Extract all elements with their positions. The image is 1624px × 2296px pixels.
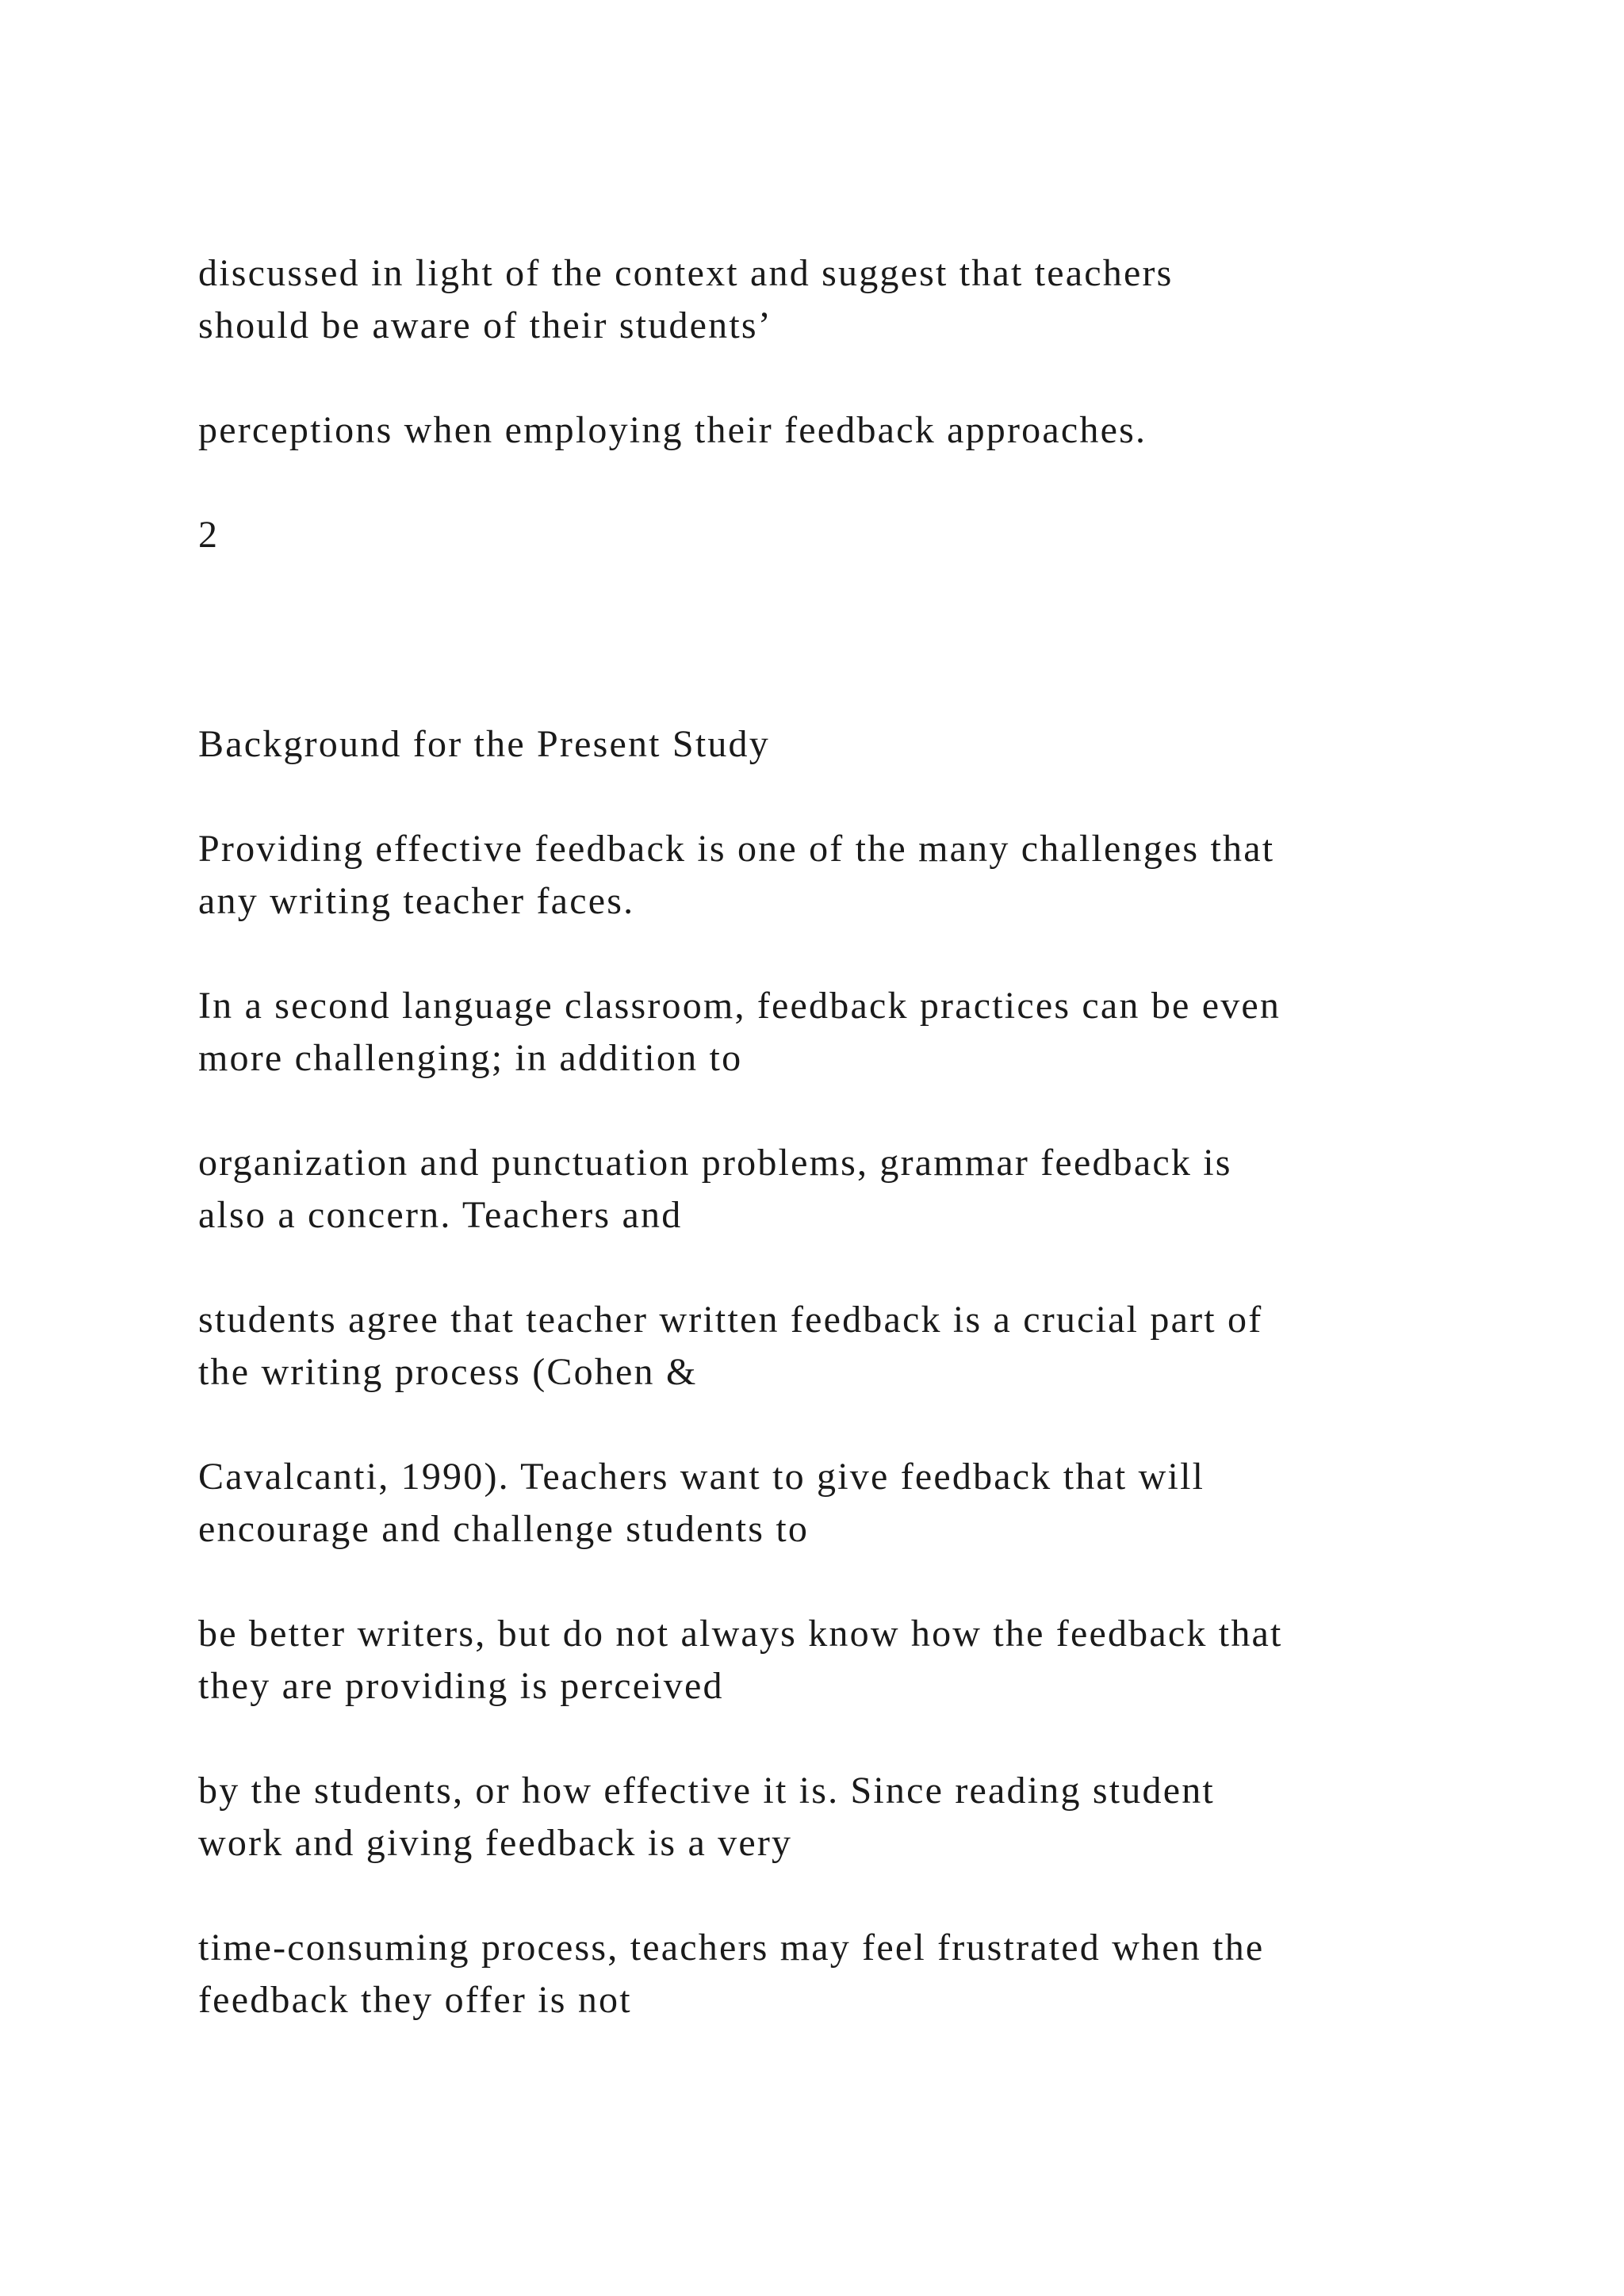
paragraph: by the students, or how effective it is. Since reading student work and giving feedback is a very: [198, 1770, 1215, 1864]
paragraph: time-consuming process, teachers may feel frustrated when the feedback they offer is not: [198, 1927, 1265, 2021]
paragraph: Cavalcanti, 1990). Teachers want to give feedback that will encourage and challenge students to: [198, 1456, 1205, 1550]
paragraph: be better writers, but do not always know how the feedback that they are providing is perceived: [198, 1613, 1283, 1707]
paragraph: discussed in light of the context and suggest that teachers should be aware of their students’: [198, 252, 1174, 346]
paragraph: students agree that teacher written feedback is a crucial part of the writing process (Cohen &: [198, 1299, 1263, 1393]
paragraph: Providing effective feedback is one of the many challenges that any writing teacher faces.: [198, 828, 1275, 922]
document-body: [198, 247, 1467, 2079]
paragraph: perceptions when employing their feedback approaches.: [198, 409, 1147, 451]
paragraph: In a second language classroom, feedback practices can be even more challenging; in addition to: [198, 985, 1281, 1079]
page-number: 2: [198, 514, 220, 556]
section-heading: Background for the Present Study: [198, 723, 770, 765]
paragraph: organization and punctuation problems, grammar feedback is also a concern. Teachers and: [198, 1142, 1232, 1236]
